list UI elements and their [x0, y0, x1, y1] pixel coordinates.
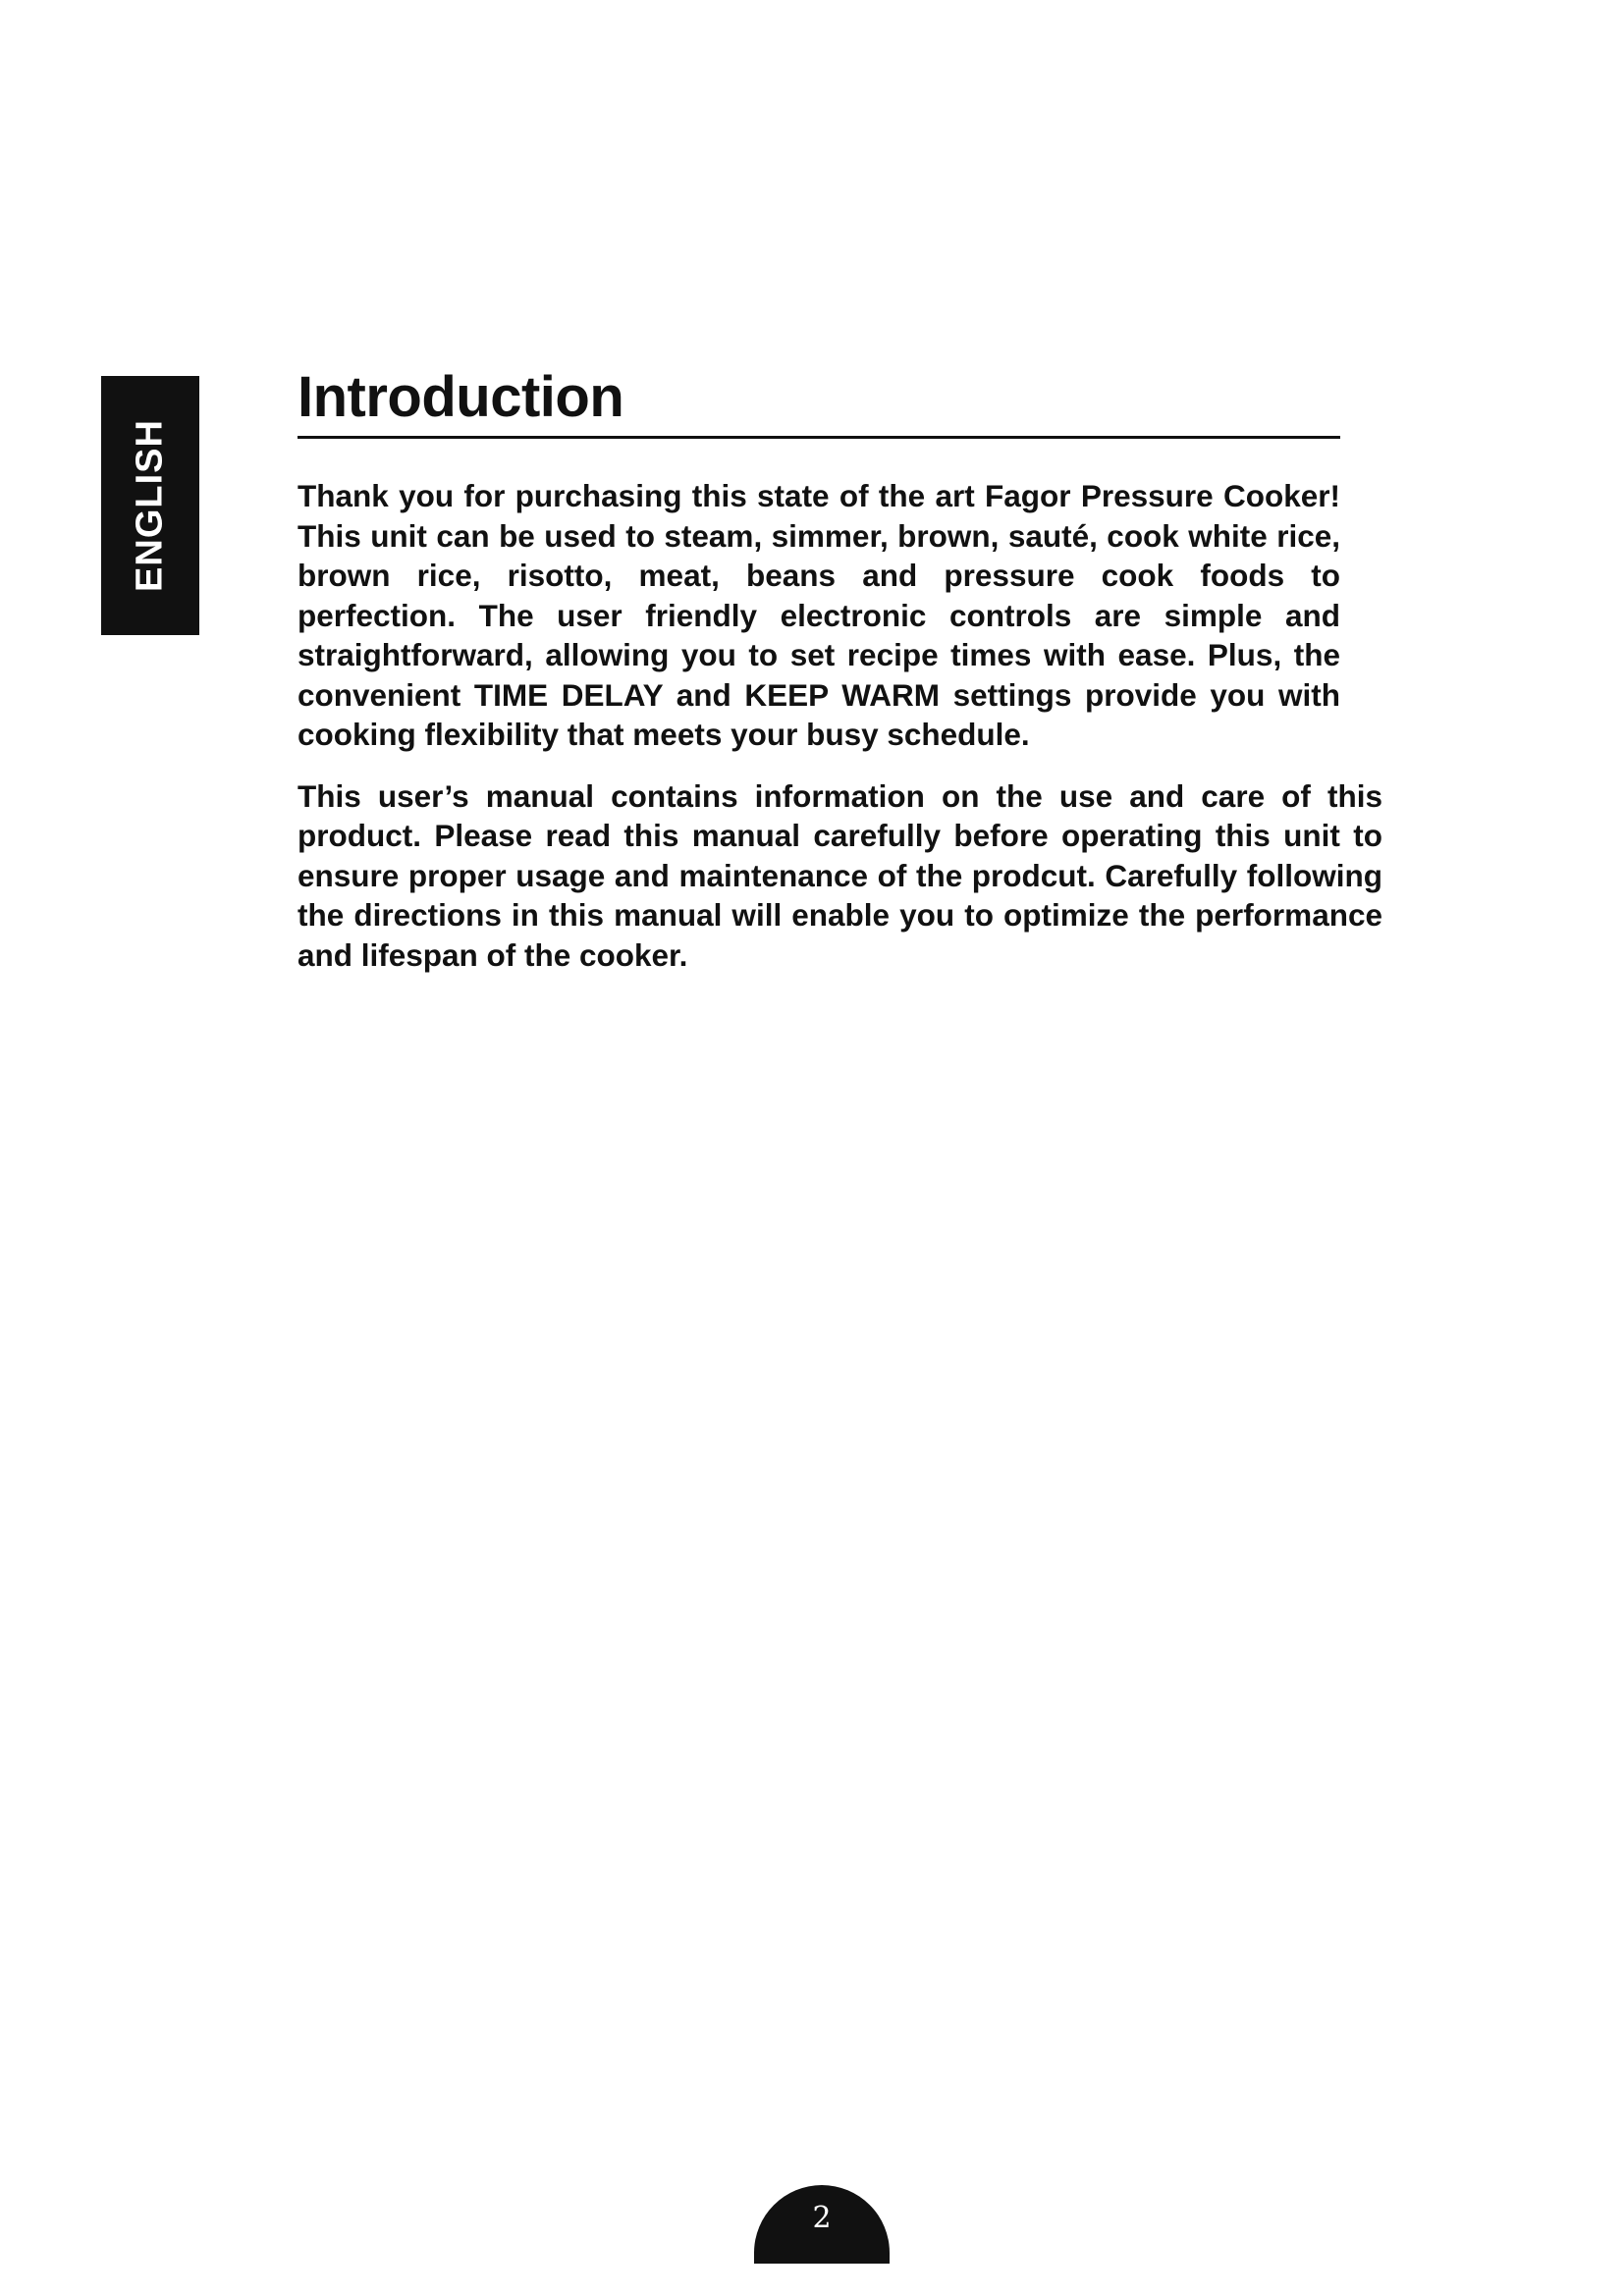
page-number-tab: [754, 2185, 890, 2264]
language-tab: [101, 376, 199, 635]
main-content: [298, 363, 1382, 975]
intro-paragraph-2: This user’s manual contains information on the use and care of this product. Please read this manual carefully before operating this unit to ensure proper usage and maintenance of the prodcut. Carefully following the directions in this manual will enable you to optimize the performance and lifespan of the cooker.: [298, 777, 1382, 973]
language-tab-label: ENGLISH: [129, 419, 171, 592]
page-number: 2: [812, 2201, 832, 2235]
intro-paragraph-1: Thank you for purchasing this state of the art Fagor Pressure Cooker! This unit can be used to steam, simmer, brown, sauté, cook white rice, brown rice, risotto, meat, beans and pressure cook foods to perfection. The user friendly electronic controls are simple and straightforward, allowing you to set recipe times with ease. Plus, the convenient TIME DELAY and KEEP WARM settings provide you with cooking flexibility that meets your busy schedule.: [298, 478, 1340, 752]
page-title: Introduction: [298, 363, 1340, 439]
